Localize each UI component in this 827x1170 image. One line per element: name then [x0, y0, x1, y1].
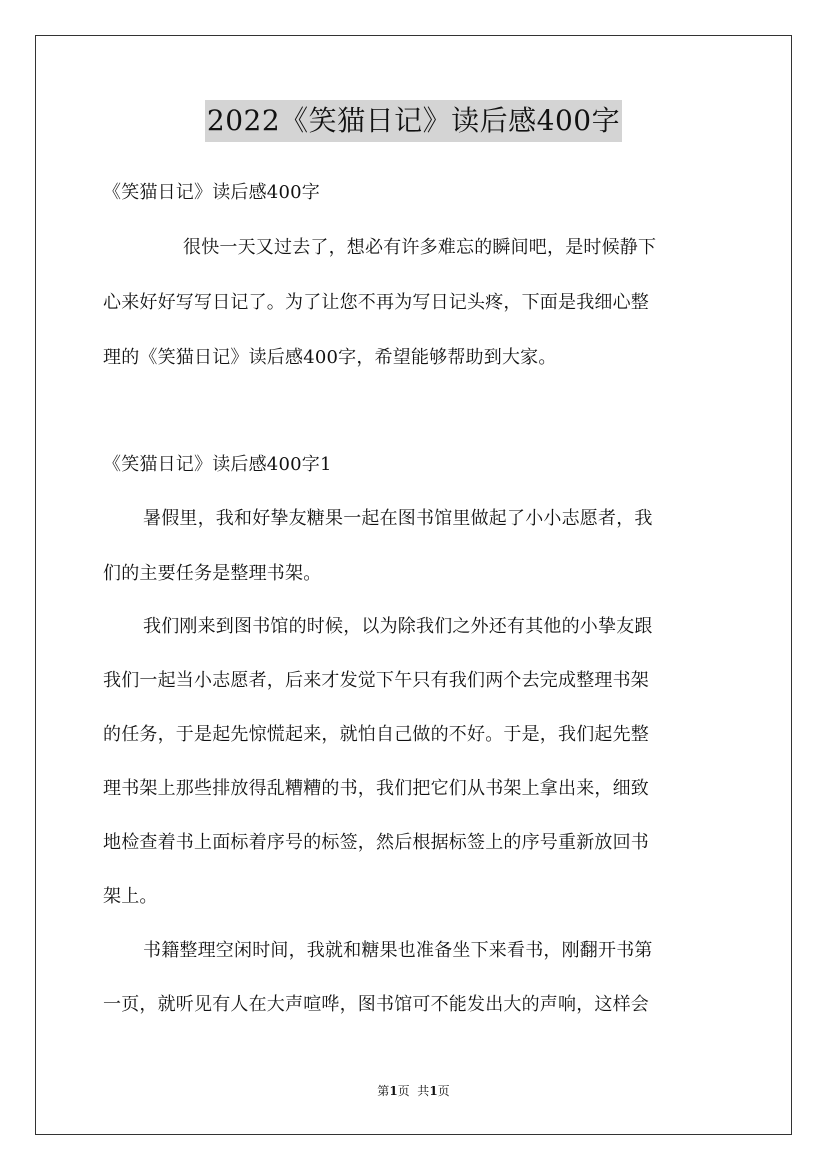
body-line: 我们刚来到图书馆的时候，以为除我们之外还有其他的小挚友跟: [143, 616, 653, 637]
intro-line: 很快一天又过去了，想必有许多难忘的瞬间吧，是时候静下: [183, 237, 657, 258]
body-line: 一页，就听见有人在大声喧哗，图书馆可不能发出大的声响，这样会: [103, 994, 649, 1015]
document-subtitle: 《笑猫日记》读后感400字: [103, 182, 320, 203]
intro-line: 心来好好写写日记了。为了让您不再为写日记头疼，下面是我细心整: [103, 292, 649, 313]
body-line: 们的主要任务是整理书架。: [103, 563, 322, 584]
body-line: 暑假里，我和好挚友糖果一起在图书馆里做起了小小志愿者，我: [143, 508, 653, 529]
page-footer: [0, 1083, 827, 1099]
footer-page-number: 1: [389, 1084, 398, 1098]
body-line: 地检查着书上面标着序号的标签，然后根据标签上的序号重新放回书: [103, 832, 649, 853]
body-line: 理书架上那些排放得乱糟糟的书，我们把它们从书架上拿出来，细致: [103, 778, 649, 799]
footer-page-prefix: 第: [377, 1084, 390, 1098]
body-line: 的任务，于是起先惊慌起来，就怕自己做的不好。于是，我们起先整: [103, 724, 649, 745]
footer-page-suffix: 页: [437, 1084, 450, 1098]
intro-line: 理的《笑猫日记》读后感400字，希望能够帮助到大家。: [103, 347, 557, 368]
document-title: 2022《笑猫日记》读后感400字: [205, 100, 622, 142]
body-line: 书籍整理空闲时间，我就和糖果也准备坐下来看书，刚翻开书第: [143, 940, 653, 961]
body-line: 架上。: [103, 886, 158, 907]
footer-total-pages: 1: [429, 1084, 438, 1098]
title-container: [0, 100, 827, 142]
footer-page-mid: 页 共: [397, 1084, 430, 1098]
body-line: 我们一起当小志愿者，后来才发觉下午只有我们两个去完成整理书架: [103, 670, 649, 691]
section-heading: 《笑猫日记》读后感400字1: [103, 454, 332, 475]
